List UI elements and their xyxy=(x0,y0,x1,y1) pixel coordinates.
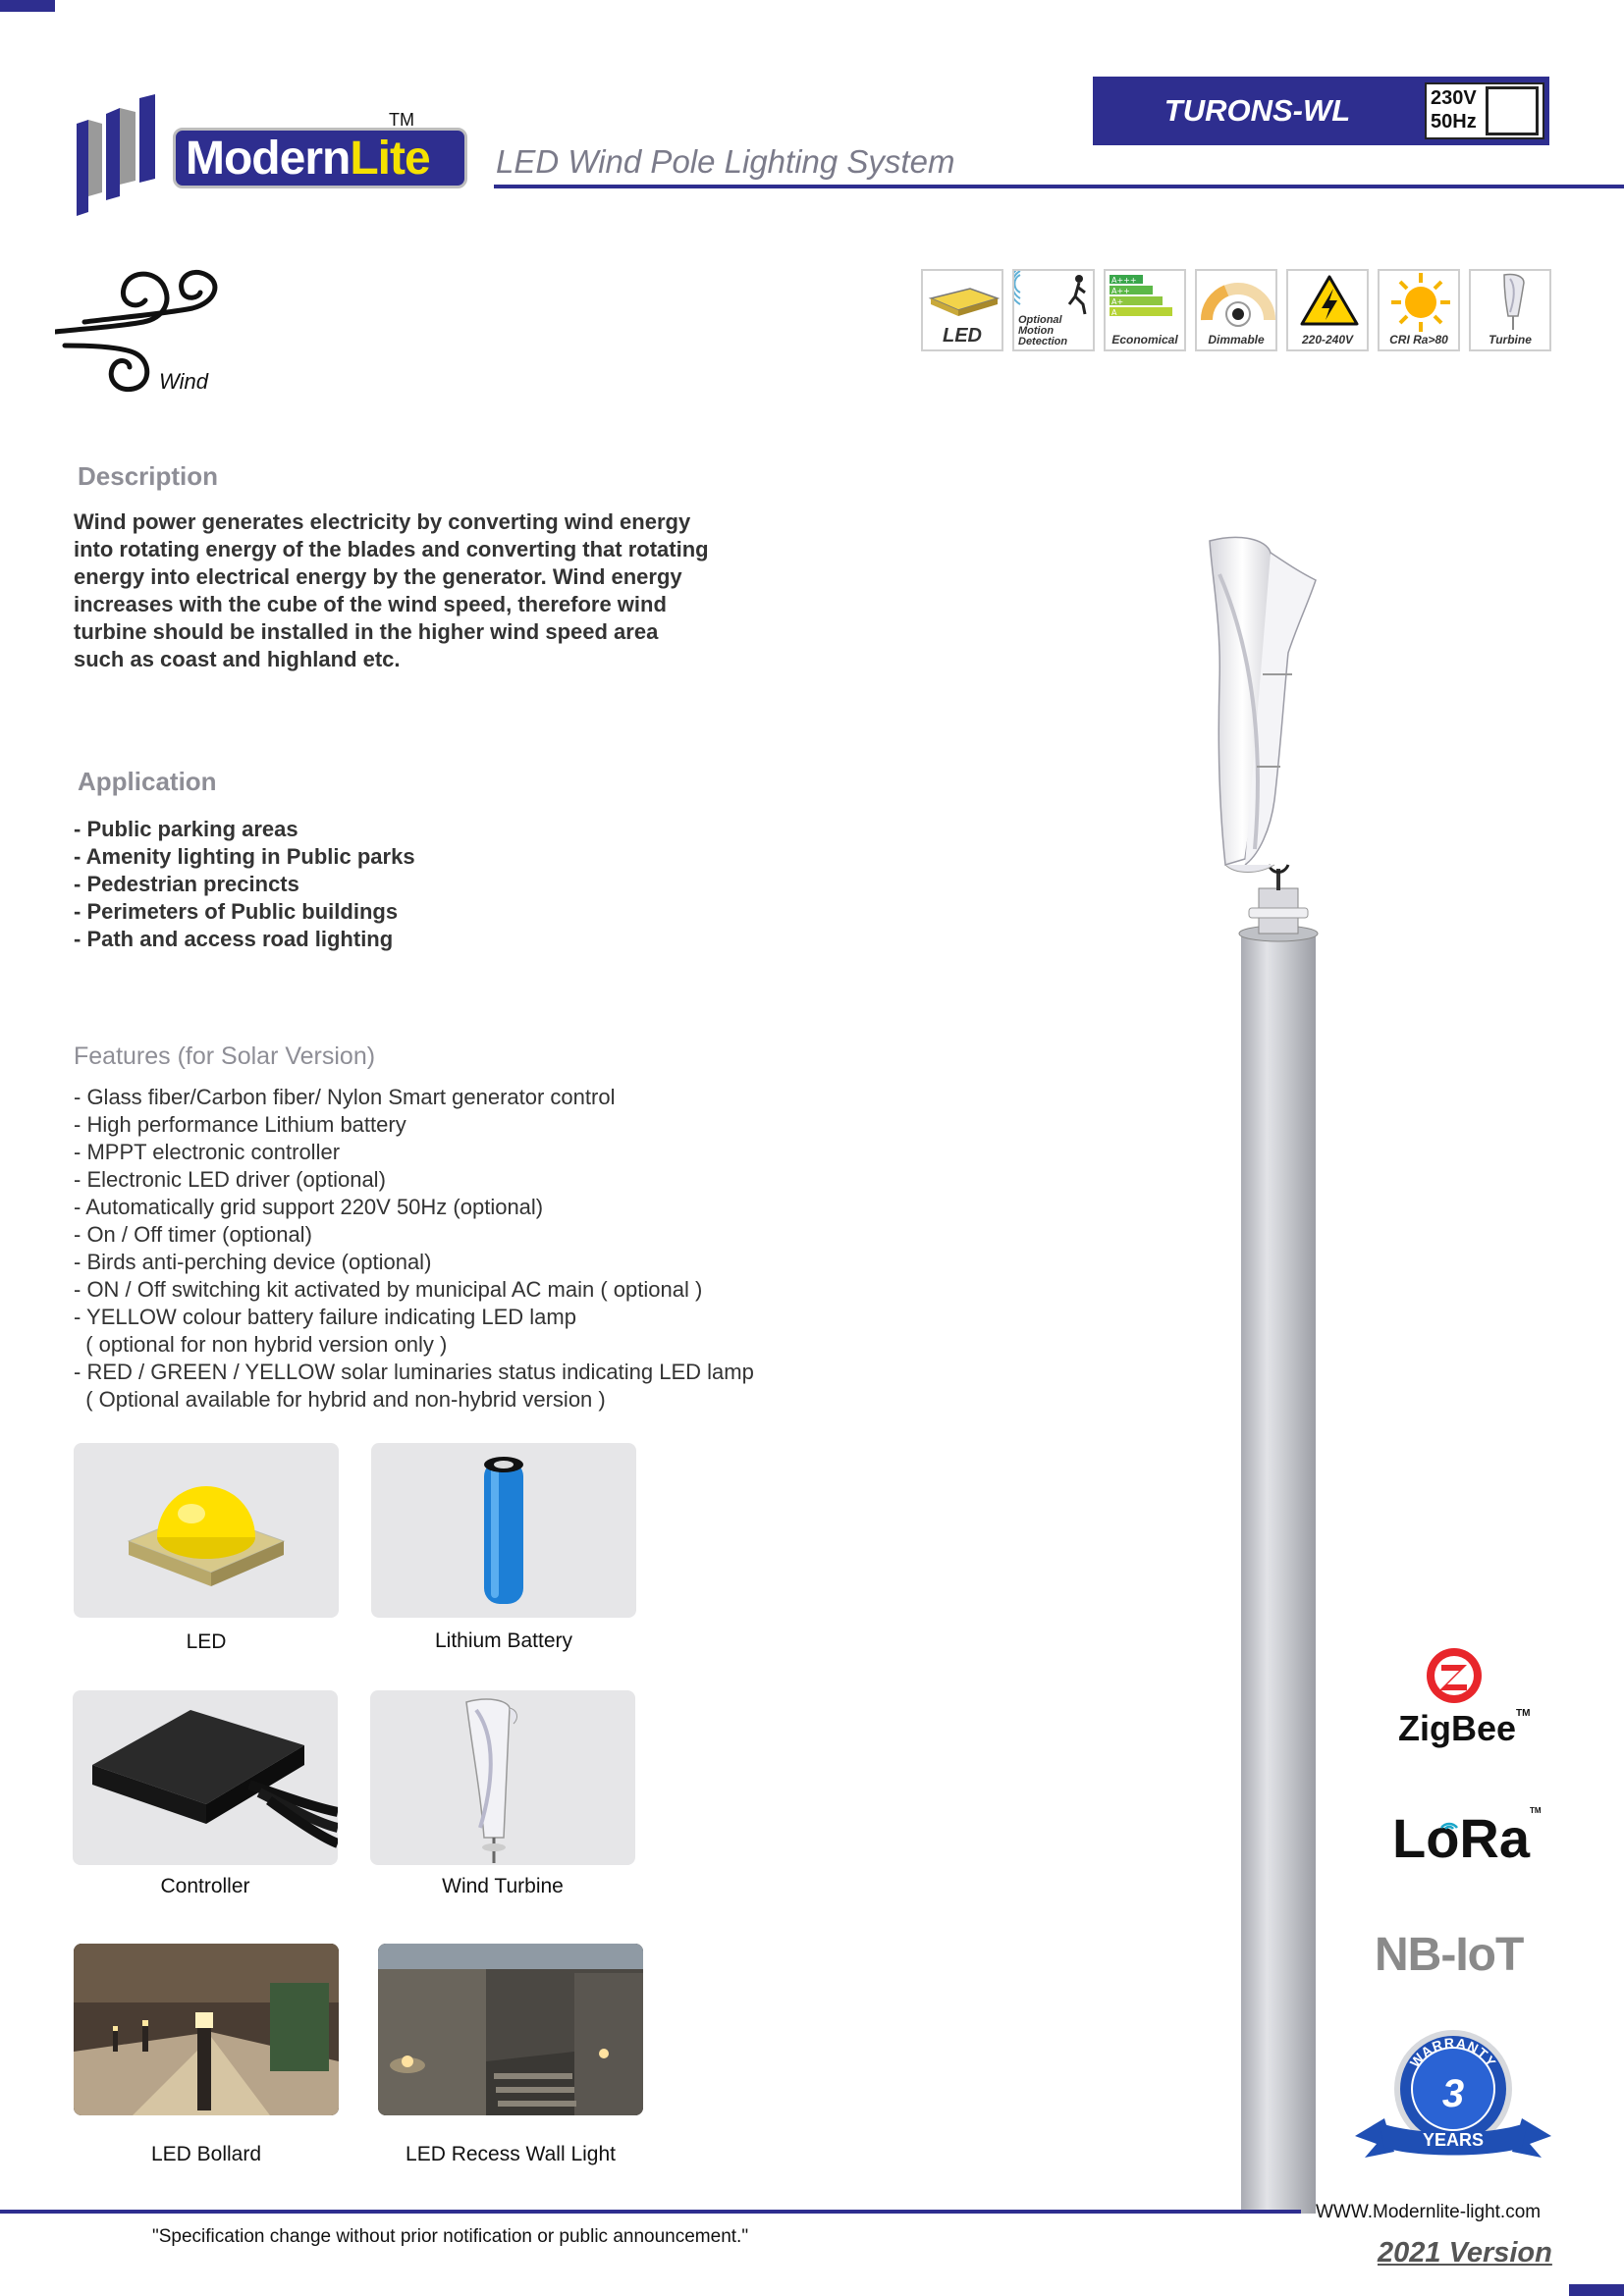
component-image-recess xyxy=(378,1944,643,2115)
disclaimer-text: "Specification change without prior notification or public announcement." xyxy=(152,2226,749,2247)
description-line: turbine should be installed in the higher wind speed area xyxy=(74,619,659,644)
description-line: Wind power generates electricity by converting wind energy xyxy=(74,509,691,534)
zigbee-trademark: TM xyxy=(1516,1708,1531,1719)
feature-icon-row xyxy=(921,269,1551,351)
zigbee-icon xyxy=(1426,1647,1483,1704)
description-text xyxy=(74,508,741,673)
voltage-blank-box xyxy=(1486,86,1539,135)
component-image-turbine xyxy=(370,1690,635,1865)
sun-icon xyxy=(1380,271,1462,334)
logo-wordmark xyxy=(173,128,467,188)
application-list xyxy=(74,816,415,953)
website-link[interactable]: WWW.Modernlite-light.com xyxy=(1316,2202,1542,2222)
list-item: - ON / Off switching kit activated by municipal AC main ( optional ) xyxy=(74,1277,703,1302)
feature-turbine xyxy=(1469,269,1551,351)
description-line: into rotating energy of the blades and converting that rotating xyxy=(74,537,709,561)
voltage-text xyxy=(1431,86,1477,133)
corner-accent-bottom xyxy=(1569,2284,1624,2296)
list-item: - Automatically grid support 220V 50Hz (optional) xyxy=(74,1195,544,1219)
wind-pole-illustration xyxy=(1190,535,1367,2214)
version-label: 2021 Version xyxy=(1378,2237,1552,2269)
component-caption: Wind Turbine xyxy=(442,1875,564,1897)
model-name: TURONS-WL xyxy=(1164,93,1351,128)
component-image-bollard xyxy=(74,1944,339,2115)
zigbee-logo xyxy=(1398,1708,1530,1749)
corner-accent-top xyxy=(0,0,55,12)
high-voltage-icon xyxy=(1288,271,1371,334)
rating-aplusplus: A++ xyxy=(1111,287,1130,295)
feature-dimmable xyxy=(1195,269,1277,351)
description-line: increases with the cube of the wind speed, therefore wind xyxy=(74,592,667,616)
feature-economical xyxy=(1104,269,1186,351)
warranty-word: WARRANTY xyxy=(1406,2034,1500,2071)
list-item: - MPPT electronic controller xyxy=(74,1140,341,1164)
feature-label-turbine: Turbine xyxy=(1489,333,1532,347)
list-item: - Path and access road lighting xyxy=(74,927,394,951)
component-caption: Lithium Battery xyxy=(434,1629,573,1652)
list-item: - Electronic LED driver (optional) xyxy=(74,1167,386,1192)
feature-led xyxy=(921,269,1003,351)
model-badge xyxy=(1093,77,1549,145)
voltage-line-1: 230V xyxy=(1431,87,1477,109)
zigbee-text: ZigBee xyxy=(1398,1708,1517,1748)
footer-rule xyxy=(0,2210,1301,2214)
list-item: - Pedestrian precincts xyxy=(74,872,299,896)
component-image-controller xyxy=(73,1690,338,1865)
lora-text: LoRa xyxy=(1392,1807,1530,1869)
list-item: - Amenity lighting in Public parks xyxy=(74,844,415,869)
component-caption: LED Bollard xyxy=(150,2143,262,2165)
feature-cri xyxy=(1378,269,1460,351)
list-item: - Glass fiber/Carbon fiber/ Nylon Smart generator control xyxy=(74,1085,616,1109)
list-item: - RED / GREEN / YELLOW solar luminaries status indicating LED lamp xyxy=(74,1360,754,1384)
lora-signal-icon xyxy=(1439,1816,1459,1832)
list-item: - High performance Lithium battery xyxy=(74,1112,406,1137)
voltage-line-2: 50Hz xyxy=(1431,111,1477,133)
controller-image xyxy=(73,1690,338,1865)
list-item: - Birds anti-perching device (optional) xyxy=(74,1250,432,1274)
bollard-photo xyxy=(74,1944,339,2115)
feature-label-cri: CRI Ra>80 xyxy=(1389,333,1448,347)
logo-word-lite: Lite xyxy=(350,132,430,185)
feature-label-dimmable: Dimmable xyxy=(1208,333,1265,347)
led-chip-image xyxy=(74,1443,339,1618)
brand-logo xyxy=(75,94,428,222)
warranty-seal-icon xyxy=(1355,2028,1551,2175)
led-chip-icon xyxy=(923,271,1005,330)
warranty-years-label: YEARS xyxy=(1422,2130,1485,2150)
component-caption: Controller xyxy=(160,1875,250,1897)
trademark-mark: TM xyxy=(389,110,414,130)
motion-label-line-1: Optional xyxy=(1018,314,1062,326)
recess-light-photo xyxy=(378,1944,643,2115)
feature-label-motion xyxy=(1018,315,1093,347)
list-item: ( Optional available for hybrid and non-hybrid version ) xyxy=(74,1387,606,1412)
component-caption: LED xyxy=(186,1630,227,1653)
feature-label-economical: Economical xyxy=(1111,333,1178,347)
application-title: Application xyxy=(78,767,217,796)
component-image-led xyxy=(74,1443,339,1618)
turbine-icon xyxy=(1471,271,1553,334)
wind-turbine-image xyxy=(370,1690,635,1865)
energy-rating-icon xyxy=(1106,271,1188,334)
feature-label-voltage: 220-240V xyxy=(1301,333,1354,347)
list-item: ( optional for non hybrid version only ) xyxy=(74,1332,448,1357)
battery-image xyxy=(371,1443,636,1618)
feature-motion xyxy=(1012,269,1095,351)
list-item: - Perimeters of Public buildings xyxy=(74,899,399,924)
header-rule xyxy=(494,185,1624,188)
feature-voltage xyxy=(1286,269,1369,351)
list-item: - Public parking areas xyxy=(74,817,298,841)
lora-logo xyxy=(1392,1806,1542,1870)
description-line: such as coast and highland etc. xyxy=(74,647,401,671)
nbiot-logo: NB-IoT xyxy=(1375,1929,1524,1981)
rating-a: A xyxy=(1111,308,1117,317)
features-list xyxy=(74,1084,754,1414)
motion-label-line-3: Detection xyxy=(1018,336,1068,347)
component-caption: LED Recess Wall Light xyxy=(406,2143,616,2165)
rating-aplus: A+ xyxy=(1111,297,1124,306)
component-image-battery xyxy=(371,1443,636,1618)
description-title: Description xyxy=(78,461,219,491)
dimmer-icon xyxy=(1197,271,1279,334)
list-item: - YELLOW colour battery failure indicating LED lamp xyxy=(74,1305,576,1329)
product-subtitle: LED Wind Pole Lighting System xyxy=(496,143,955,180)
features-title: Features (for Solar Version) xyxy=(74,1042,376,1070)
voltage-box xyxy=(1425,82,1544,139)
logo-word-modern: Modern xyxy=(186,132,351,185)
lora-trademark: TM xyxy=(1530,1806,1542,1815)
list-item: - On / Off timer (optional) xyxy=(74,1222,312,1247)
warranty-years-number: 3 xyxy=(1441,2072,1465,2115)
rating-aplusplusplus: A+++ xyxy=(1111,276,1137,285)
wind-label: Wind xyxy=(159,369,208,394)
description-line: energy into electrical energy by the generator. Wind energy xyxy=(74,564,682,589)
feature-label-led: LED xyxy=(943,325,982,347)
motion-label-line-2: Motion xyxy=(1018,325,1055,337)
